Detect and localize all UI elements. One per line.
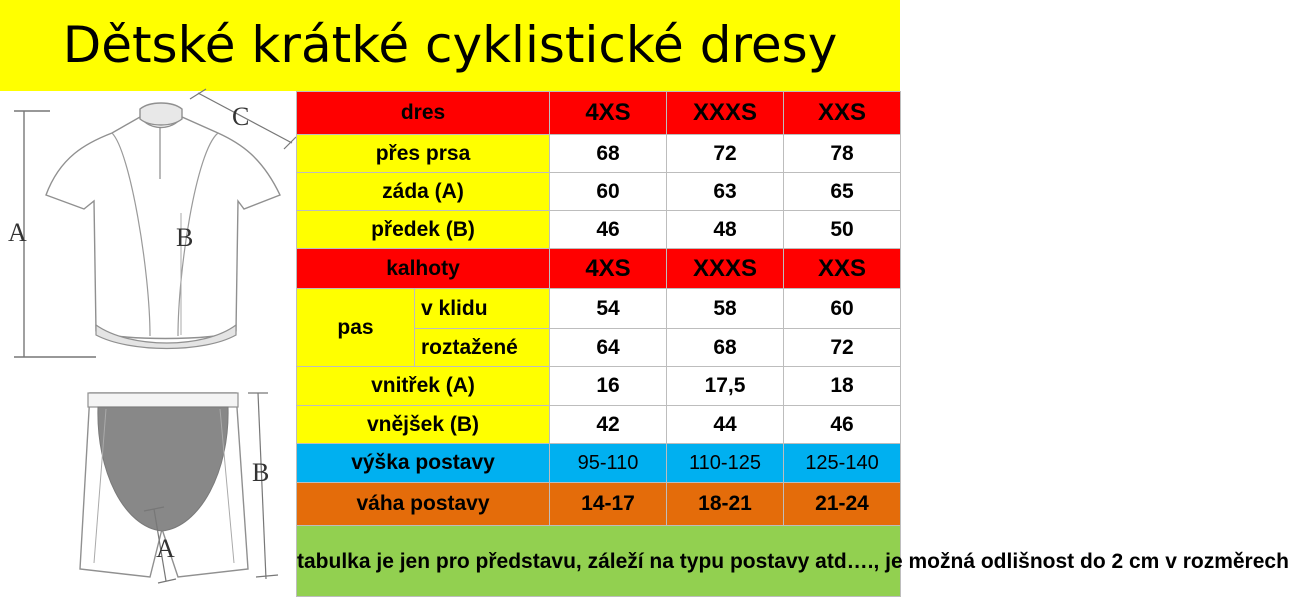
height-value: 95-110 (550, 444, 667, 483)
row-label: vnějšek (B) (297, 406, 550, 444)
cell-value: 44 (667, 406, 784, 444)
weight-value: 21-24 (784, 483, 901, 526)
height-value: 125-140 (784, 444, 901, 483)
row-label: záda (A) (297, 173, 550, 211)
footnote: tabulka je jen pro představu, záleží na typu postavy atd…., je možná odlišnost do 2 cm v rozměrech (297, 526, 901, 597)
table-row (297, 289, 901, 329)
pants-size: XXXS (667, 249, 784, 289)
weight-label: váha postavy (297, 483, 550, 526)
cell-value: 48 (667, 211, 784, 249)
cell-value: 54 (550, 289, 667, 329)
jersey-size: XXXS (667, 92, 784, 135)
size-table (296, 91, 1289, 597)
table-row (297, 173, 901, 211)
table-row (297, 367, 901, 406)
cell-value: 72 (667, 135, 784, 173)
cell-value: 68 (550, 135, 667, 173)
row-label: předek (B) (297, 211, 550, 249)
label-b-shorts: B (252, 458, 270, 487)
pants-size: XXS (784, 249, 901, 289)
waist-label: pas (297, 289, 415, 367)
label-a-shorts: A (156, 534, 175, 563)
cell-value: 78 (784, 135, 901, 173)
cell-value: 68 (667, 329, 784, 367)
weight-value: 18-21 (667, 483, 784, 526)
cell-value: 60 (784, 289, 901, 329)
cell-value: 58 (667, 289, 784, 329)
jersey-header: dres (297, 92, 550, 135)
row-label: přes prsa (297, 135, 550, 173)
weight-value: 14-17 (550, 483, 667, 526)
note-row (297, 526, 901, 597)
garment-illustration (0, 91, 296, 597)
garment-diagram (0, 91, 296, 597)
cell-value: 63 (667, 173, 784, 211)
cell-value: 65 (784, 173, 901, 211)
height-row (297, 444, 901, 483)
row-label: roztažené (415, 329, 550, 367)
jersey-drawing (14, 89, 296, 357)
row-label: v klidu (415, 289, 550, 329)
cell-value: 16 (550, 367, 667, 406)
jersey-size: 4XS (550, 92, 667, 135)
height-value: 110-125 (667, 444, 784, 483)
pants-header-row (297, 249, 901, 289)
weight-row (297, 483, 901, 526)
table-row (297, 211, 901, 249)
cell-value: 72 (784, 329, 901, 367)
table-row (297, 135, 901, 173)
pants-header: kalhoty (297, 249, 550, 289)
height-label: výška postavy (297, 444, 550, 483)
jersey-header-row (297, 92, 901, 135)
cell-value: 50 (784, 211, 901, 249)
cell-value: 64 (550, 329, 667, 367)
cell-value: 60 (550, 173, 667, 211)
cell-value: 46 (550, 211, 667, 249)
cell-value: 18 (784, 367, 901, 406)
cell-value: 42 (550, 406, 667, 444)
table-row (297, 406, 901, 444)
jersey-size: XXS (784, 92, 901, 135)
cell-value: 46 (784, 406, 901, 444)
shorts-drawing (80, 393, 278, 583)
label-a-jersey: A (8, 218, 27, 247)
row-label: vnitřek (A) (297, 367, 550, 406)
cell-value: 17,5 (667, 367, 784, 406)
label-c: C (232, 102, 250, 131)
label-b-jersey: B (176, 223, 194, 252)
page-title: Dětské krátké cyklistické dresy (0, 0, 900, 91)
pants-size: 4XS (550, 249, 667, 289)
